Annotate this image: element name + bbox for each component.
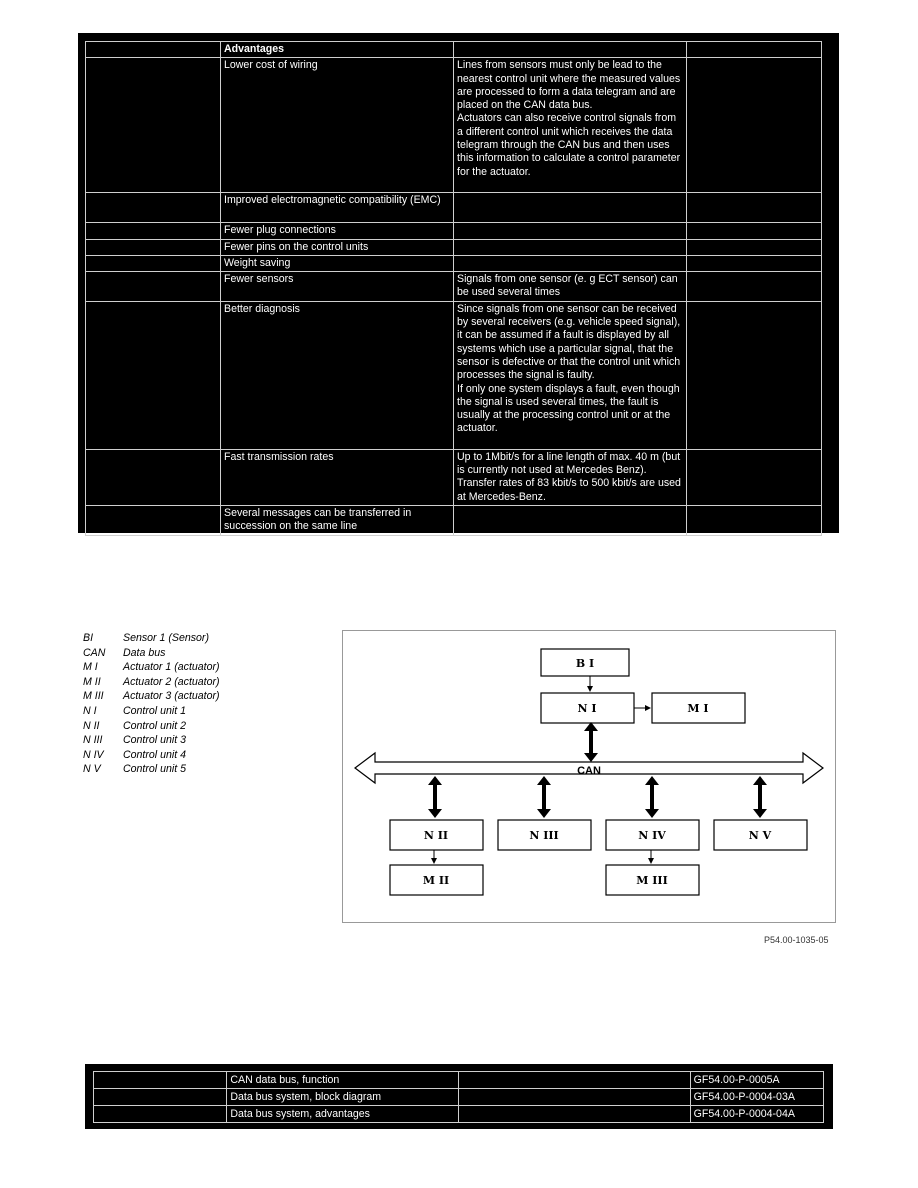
advantage-label: Fast transmission rates [221, 449, 454, 505]
legend-label: Control unit 2 [123, 719, 187, 732]
box-m2-label: M II [422, 874, 450, 887]
reference-code[interactable]: GF54.00-P-0005A [690, 1072, 823, 1089]
box-m1 [652, 693, 745, 723]
table-header-row [86, 42, 822, 58]
reference-code[interactable]: GF54.00-P-0004-04A [690, 1106, 823, 1123]
figure-reference: P54.00-1035-05 [764, 935, 829, 945]
advantage-description: Lines from sensors must only be lead to the nearest control unit where the measured values are processed to form a data telegram and are placed on the CAN data bus. Actuators can also receive control signals from a different control unit which receives the data telegram through the CAN bus and then uses this information to calculate a control parameter for the actuator. [454, 58, 687, 193]
box-n5-label: N V [748, 829, 772, 842]
can-block-diagram [342, 630, 836, 923]
can-bus-label: CAN [577, 765, 601, 777]
legend-label: Sensor 1 (Sensor) [123, 632, 209, 644]
box-n3-label: N III [529, 829, 559, 842]
table-row [86, 505, 822, 535]
legend-item [83, 646, 220, 661]
table-row [86, 193, 822, 223]
legend-key: N II [83, 719, 100, 732]
legend-label: Control unit 5 [123, 763, 187, 776]
advantages-table [85, 41, 822, 536]
advantage-label: Lower cost of wiring [221, 58, 454, 193]
table-row [86, 301, 822, 449]
bidirectional-arrow-n4-can [645, 776, 659, 818]
references-table [93, 1071, 824, 1123]
table-row [86, 239, 822, 255]
bidirectional-arrow-n3-can [537, 776, 551, 818]
legend-key: N III [83, 734, 103, 747]
box-n4-label: N IV [638, 829, 666, 842]
table-row [86, 272, 822, 302]
legend-item [83, 689, 220, 704]
box-n1 [541, 693, 634, 723]
advantage-label: Fewer sensors [221, 272, 454, 302]
bidirectional-arrow-n2-can [428, 776, 442, 818]
advantage-description: Signals from one sensor (e. g ECT sensor) can be used several times [454, 272, 687, 302]
table-cell [454, 42, 687, 58]
table-row [94, 1106, 824, 1123]
bidirectional-arrow-n5-can [753, 776, 767, 818]
legend-item [83, 762, 220, 777]
box-m2 [390, 865, 483, 895]
advantage-label: Fewer plug connections [221, 223, 454, 239]
legend-label: Actuator 3 (actuator) [123, 690, 220, 703]
bidirectional-arrow-n1-can [584, 722, 598, 762]
legend-key: CAN [83, 646, 106, 659]
legend-label: Actuator 2 (actuator) [123, 675, 220, 688]
legend-item [83, 660, 220, 675]
legend-item [83, 719, 220, 734]
advantage-label: Weight saving [221, 255, 454, 271]
box-n4 [606, 820, 699, 850]
advantage-label: Several messages can be transferred in succession on the same line [221, 505, 454, 535]
legend-label: Control unit 4 [123, 748, 187, 761]
table-row [86, 449, 822, 505]
box-n1-label: N I [577, 702, 597, 715]
advantage-label: Fewer pins on the control units [221, 239, 454, 255]
advantages-header: Advantages [221, 42, 454, 58]
box-bi [541, 649, 629, 676]
block-diagram-svg [343, 631, 837, 924]
legend-key: N I [83, 704, 97, 717]
legend-key: N IV [83, 748, 104, 761]
diagram-legend [83, 631, 220, 777]
legend-item [83, 748, 220, 763]
table-row [94, 1089, 824, 1106]
advantage-description [454, 505, 687, 535]
box-n2 [390, 820, 483, 850]
box-m1-label: M I [687, 702, 709, 715]
reference-link[interactable]: Data bus system, advantages [227, 1106, 459, 1123]
reference-link[interactable]: Data bus system, block diagram [227, 1089, 459, 1106]
legend-label: Control unit 1 [123, 704, 187, 717]
table-row [94, 1072, 824, 1089]
legend-item [83, 675, 220, 690]
references-table-panel [85, 1064, 833, 1129]
box-bi-label: B I [575, 657, 595, 670]
table-cell [687, 42, 822, 58]
legend-key: M III [83, 690, 104, 703]
advantage-description [454, 239, 687, 255]
legend-label: Actuator 1 (actuator) [123, 661, 220, 674]
legend-item [83, 733, 220, 748]
table-row [86, 255, 822, 271]
advantages-table-panel [78, 33, 839, 533]
reference-code[interactable]: GF54.00-P-0004-03A [690, 1089, 823, 1106]
legend-key: BI [83, 632, 94, 644]
reference-link[interactable]: CAN data bus, function [227, 1072, 459, 1089]
table-row [86, 223, 822, 239]
box-n5 [714, 820, 807, 850]
legend-label: Data bus [123, 646, 166, 659]
advantage-description [454, 223, 687, 239]
table-cell [86, 42, 221, 58]
legend-key: M I [83, 661, 98, 674]
box-n3 [498, 820, 591, 850]
advantage-description [454, 255, 687, 271]
box-m3 [606, 865, 699, 895]
advantage-description: Since signals from one sensor can be received by several receivers (e.g. vehicle speed signal), it can be assumed if a fault is displayed by all systems which use a particular signal, that the sensor is defective or that the control unit which processes the signal is faulty. If only one system displays a fault, even though the signal is used several times, the fault is usually at the processing control unit or at the actuator. [454, 301, 687, 449]
table-row [86, 58, 822, 193]
advantage-label: Improved electromagnetic compatibility (EMC) [221, 193, 454, 223]
legend-item [83, 704, 220, 719]
advantage-description: Up to 1Mbit/s for a line length of max. 40 m (but is currently not used at Mercedes Benz). Transfer rates of 83 kbit/s to 500 kbit/s are used at Mercedes-Benz. [454, 449, 687, 505]
legend-label: Control unit 3 [123, 734, 187, 747]
box-n2-label: N II [423, 829, 449, 842]
advantage-label: Better diagnosis [221, 301, 454, 449]
advantage-description [454, 193, 687, 223]
legend-item [83, 631, 220, 646]
legend-key: N V [83, 763, 101, 776]
box-m3-label: M III [636, 874, 668, 887]
legend-key: M II [83, 675, 101, 688]
